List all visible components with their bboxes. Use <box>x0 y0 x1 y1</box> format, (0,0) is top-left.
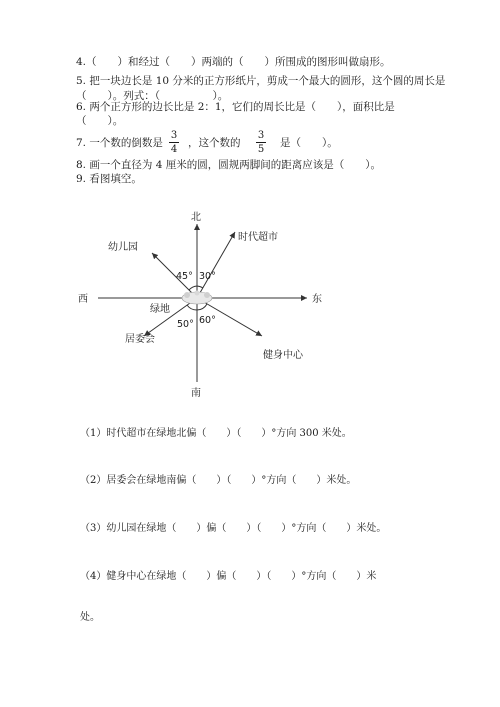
question-8: 8. 画一个直径为 4 厘米的圆，圆规两脚间的距离应该是（ ）。 <box>76 159 381 171</box>
subquestion-1: （1）时代超市在绿地北偏（ ）（ ）°方向 300 米处。 <box>80 428 352 439</box>
label-west: 西 <box>78 294 88 305</box>
subquestion-3: （3）幼儿园在绿地（ ）偏（ ）（ ）°方向（ ）米处。 <box>80 523 387 534</box>
angle-arc-nw <box>189 286 197 290</box>
question-4: 4.（ ）和经过（ ）两端的（ ）所围成的图形叫做扇形。 <box>76 56 391 68</box>
angle-label-nw: 45° <box>176 271 193 282</box>
label-committee: 居委会 <box>125 334 155 345</box>
question-9: 9. 看图填空。 <box>76 173 142 185</box>
question-7-text-a: 7. 一个数的倒数是 <box>76 137 163 149</box>
subquestion-4-line1: （4）健身中心在绿地（ ）偏（ ）（ ）°方向（ ）米 <box>80 571 377 582</box>
question-5-line2: （ ）。列式：（ ）。 <box>76 90 229 102</box>
question-6-line1: 6. 两个正方形的边长比是 2：1，它们的周长比是（ ），面积比是 <box>76 101 395 113</box>
fraction-1-denominator: 4 <box>170 144 178 155</box>
subquestion-2: （2）居委会在绿地南偏（ ）（ ）°方向（ ）米处。 <box>80 475 357 486</box>
fraction-2-denominator: 5 <box>257 144 265 155</box>
label-south: 南 <box>191 388 201 399</box>
angle-label-sw: 50° <box>177 319 194 330</box>
label-north: 北 <box>191 212 201 223</box>
label-center: 绿地 <box>150 304 170 315</box>
green-area-icon <box>182 291 212 305</box>
label-east: 东 <box>312 294 322 305</box>
question-7-text-b: ，这个数的 <box>188 137 241 149</box>
subquestion-4-line2: 处。 <box>80 612 100 623</box>
angle-arc-ne <box>197 286 203 288</box>
angle-arc-se <box>197 304 207 310</box>
label-fitness: 健身中心 <box>263 350 303 361</box>
angle-label-se: 60° <box>199 315 216 326</box>
question-6-line2: （ ）。 <box>76 115 124 127</box>
angle-label-ne: 30° <box>199 271 216 282</box>
fraction-2-numerator: 3 <box>257 130 265 141</box>
angle-arc-sw <box>187 305 197 310</box>
label-kindergarten: 幼儿园 <box>108 242 138 253</box>
question-7-text-c: 是（ ）。 <box>280 137 338 149</box>
question-5-line1: 5. 把一块边长是 10 分米的正方形纸片，剪成一个最大的圆形，这个圆的周长是 <box>76 75 446 87</box>
fraction-1-numerator: 3 <box>170 130 178 141</box>
label-supermarket: 时代超市 <box>238 232 278 243</box>
